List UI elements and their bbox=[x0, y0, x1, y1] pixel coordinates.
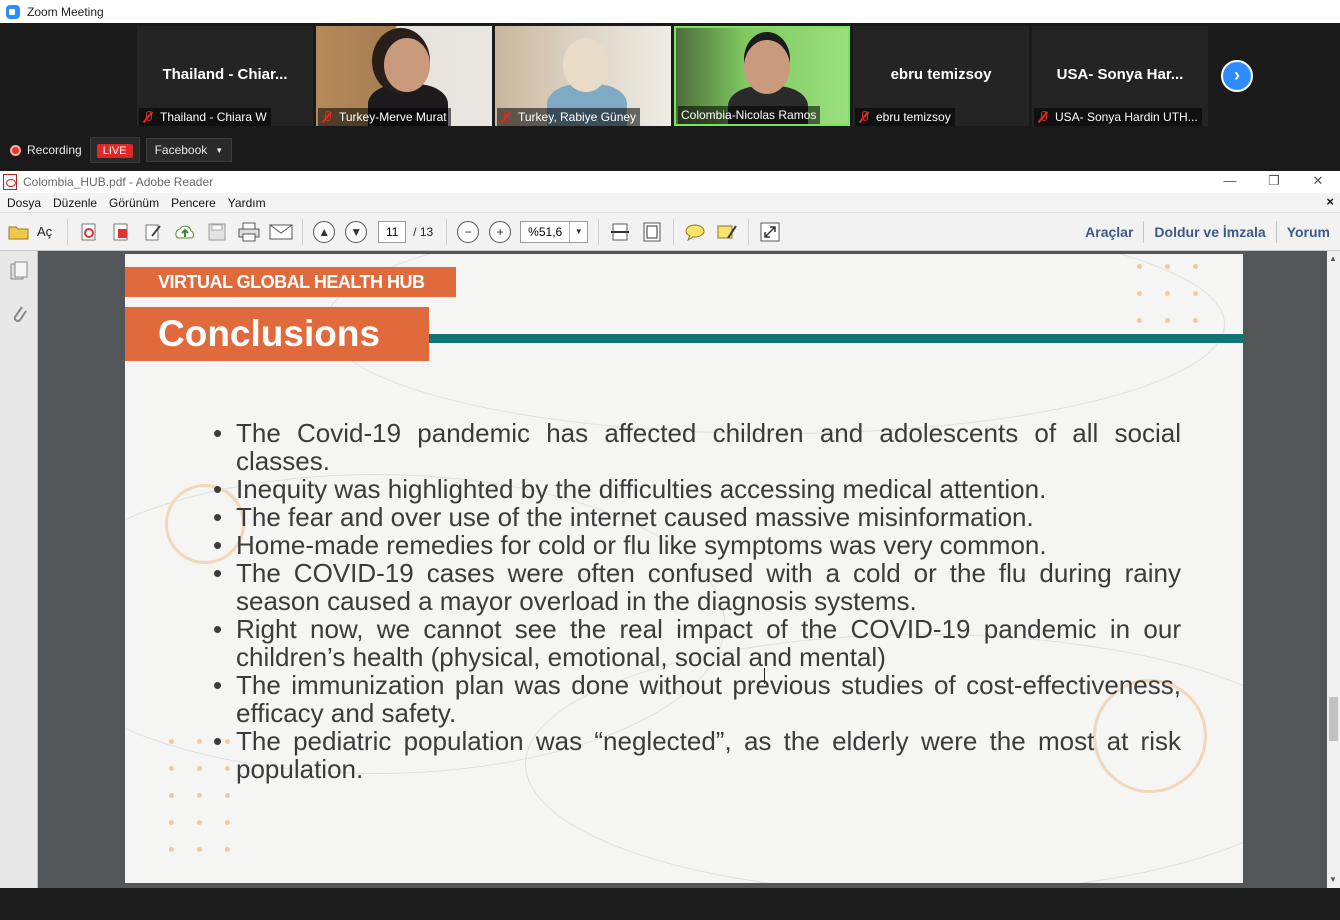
chevron-right-icon: › bbox=[1234, 65, 1240, 85]
bullet-item: • Inequity was highlighted by the difficulties accessing medical attention. bbox=[213, 475, 1181, 503]
participant-tile[interactable] bbox=[495, 26, 671, 126]
right-tool-tabs bbox=[1075, 213, 1340, 251]
restore-button[interactable]: ❐ bbox=[1268, 173, 1280, 188]
vertical-scrollbar[interactable] bbox=[1327, 251, 1340, 888]
menu-window[interactable]: Pencere bbox=[171, 195, 216, 210]
toolbar-separator bbox=[598, 219, 599, 245]
scroll-down-icon[interactable]: ▼ bbox=[1329, 875, 1337, 884]
participant-name: USA- Sonya Hardin UTH... bbox=[1055, 110, 1198, 124]
bullet-item: • The immunization plan was done without previous studies of cost-effectiveness, efficacy and safety. bbox=[213, 671, 1181, 727]
fit-width-icon[interactable] bbox=[607, 219, 633, 245]
next-page-button[interactable] bbox=[1221, 60, 1253, 92]
participant-name: Turkey, Rabiye Güney bbox=[518, 110, 637, 124]
open-label[interactable]: Aç bbox=[37, 224, 53, 239]
mic-muted-icon bbox=[1037, 111, 1049, 123]
tools-tab[interactable]: Araçlar bbox=[1085, 224, 1134, 240]
scroll-thumb[interactable] bbox=[1329, 697, 1338, 741]
menu-view[interactable]: Görünüm bbox=[109, 195, 160, 210]
mic-muted-icon bbox=[500, 111, 512, 123]
bottom-bar bbox=[0, 888, 1340, 920]
prev-page-button[interactable] bbox=[313, 221, 335, 243]
minus-icon: − bbox=[464, 224, 472, 239]
reader-window-title: Colombia_HUB.pdf - Adobe Reader bbox=[23, 175, 214, 189]
zoom-window-title: Zoom Meeting bbox=[27, 4, 104, 19]
participant-name: Turkey-Merve Murat bbox=[339, 110, 447, 124]
highlight-icon[interactable] bbox=[714, 219, 740, 245]
bullet-item: • The pediatric population was “neglected”, as the elderly were the most at risk population. bbox=[213, 727, 1181, 783]
conclusion-bullets bbox=[213, 419, 1181, 783]
participant-label bbox=[497, 108, 640, 126]
bullet-item: • Home-made remedies for cold or flu like symptoms was very common. bbox=[213, 531, 1181, 559]
menu-bar bbox=[0, 193, 1340, 213]
participant-tile[interactable] bbox=[137, 26, 313, 126]
text-cursor-icon bbox=[764, 668, 766, 684]
participant-tile[interactable] bbox=[674, 26, 850, 126]
livestream-dropdown[interactable] bbox=[146, 138, 233, 162]
mic-muted-icon bbox=[858, 111, 870, 123]
minimize-button[interactable]: — bbox=[1223, 173, 1237, 188]
participant-name-display: USA- Sonya Har... bbox=[1056, 66, 1184, 83]
comment-tab[interactable]: Yorum bbox=[1286, 224, 1330, 240]
bullet-item: • The fear and over use of the internet caused massive misinformation. bbox=[213, 503, 1181, 531]
bullet-item: • The Covid-19 pandemic has affected children and adolescents of all social classes. bbox=[213, 419, 1181, 475]
toolbar-separator bbox=[302, 219, 303, 245]
bullet-item: • Right now, we cannot see the real impact of the COVID-19 pandemic in our children’s health (physical, emotional, social and mental) bbox=[213, 615, 1181, 671]
upload-cloud-icon[interactable] bbox=[172, 219, 198, 245]
participant-tile[interactable] bbox=[1032, 26, 1208, 126]
menu-help[interactable]: Yardım bbox=[227, 195, 266, 210]
participant-face bbox=[744, 40, 790, 94]
participant-face bbox=[384, 38, 430, 92]
reader-titlebar bbox=[0, 171, 1340, 193]
chevron-down-icon[interactable]: ▼ bbox=[569, 222, 587, 242]
combine-pdf-icon[interactable] bbox=[108, 219, 134, 245]
participant-label bbox=[139, 108, 271, 126]
zoom-level-select[interactable] bbox=[520, 221, 588, 243]
participant-label bbox=[318, 108, 451, 126]
recording-label: Recording bbox=[27, 143, 82, 157]
participant-name: Thailand - Chiara W bbox=[160, 110, 267, 124]
menu-edit[interactable]: Düzenle bbox=[53, 195, 98, 210]
arrow-up-icon: ▲ bbox=[318, 224, 331, 239]
reader-toolbar bbox=[0, 213, 1340, 251]
recording-status bbox=[10, 138, 232, 162]
fill-sign-tab[interactable]: Doldur ve İmzala bbox=[1154, 224, 1266, 240]
zoom-in-button[interactable] bbox=[489, 221, 511, 243]
close-button[interactable]: ✕ bbox=[1312, 173, 1324, 188]
teal-divider bbox=[425, 334, 1243, 343]
open-folder-icon[interactable] bbox=[6, 219, 32, 245]
live-label: LIVE bbox=[97, 144, 133, 158]
toolbar-separator bbox=[446, 219, 447, 245]
navigation-pane bbox=[0, 251, 38, 888]
participant-label bbox=[678, 106, 820, 124]
participant-name: ebru temizsoy bbox=[876, 110, 951, 124]
attachments-icon[interactable] bbox=[10, 303, 28, 323]
slide-heading: Conclusions bbox=[125, 307, 429, 361]
participant-tile[interactable] bbox=[316, 26, 492, 126]
hub-banner: VIRTUAL GLOBAL HEALTH HUB bbox=[125, 267, 456, 297]
toolbar-separator bbox=[673, 219, 674, 245]
zoom-level-value: %51,6 bbox=[528, 224, 563, 239]
pdf-page bbox=[125, 254, 1243, 883]
participant-label bbox=[855, 108, 955, 126]
live-badge[interactable] bbox=[90, 137, 140, 163]
toolbar-separator bbox=[748, 219, 749, 245]
close-document-icon[interactable]: × bbox=[1326, 194, 1334, 209]
livestream-label: Facebook bbox=[154, 143, 208, 157]
scroll-up-icon[interactable]: ▲ bbox=[1329, 254, 1337, 263]
participant-face bbox=[563, 38, 609, 92]
zoom-titlebar bbox=[0, 0, 1340, 23]
fit-page-icon[interactable] bbox=[639, 219, 665, 245]
page-thumbnails-icon[interactable] bbox=[10, 261, 28, 281]
arrow-down-icon: ▼ bbox=[350, 224, 363, 239]
mic-muted-icon bbox=[321, 111, 333, 123]
page-number-input[interactable]: 11 bbox=[378, 221, 406, 243]
create-pdf-icon[interactable] bbox=[76, 219, 102, 245]
participant-strip bbox=[0, 23, 1340, 171]
zoom-logo-icon bbox=[6, 5, 20, 19]
participant-name: Colombia-Nicolas Ramos bbox=[681, 108, 817, 122]
plus-icon: + bbox=[496, 224, 504, 239]
pdf-file-icon bbox=[3, 174, 17, 190]
page-total: / 13 bbox=[413, 224, 434, 239]
next-page-down-button[interactable] bbox=[345, 221, 367, 243]
window-controls bbox=[1208, 171, 1340, 193]
email-icon[interactable] bbox=[268, 219, 294, 245]
edit-pdf-icon[interactable] bbox=[140, 219, 166, 245]
caret-down-icon: ▼ bbox=[215, 145, 224, 155]
zoom-out-button[interactable] bbox=[457, 221, 479, 243]
bullet-item: • The COVID-19 cases were often confused with a cold or the flu during rainy season caused a mayor overload in the diagnosis systems. bbox=[213, 559, 1181, 615]
menu-file[interactable]: Dosya bbox=[7, 195, 42, 210]
save-icon[interactable] bbox=[204, 219, 230, 245]
comment-icon[interactable] bbox=[682, 219, 708, 245]
print-icon[interactable] bbox=[236, 219, 262, 245]
fullscreen-icon[interactable] bbox=[757, 219, 783, 245]
mic-muted-icon bbox=[142, 111, 154, 123]
participant-label bbox=[1034, 108, 1202, 126]
participant-tile[interactable] bbox=[853, 26, 1029, 126]
recording-dot-icon bbox=[10, 145, 21, 156]
participant-name-display: ebru temizsoy bbox=[890, 66, 992, 83]
participant-name-display: Thailand - Chiar... bbox=[162, 66, 288, 83]
toolbar-separator bbox=[67, 219, 68, 245]
background-wave-pattern bbox=[325, 254, 1225, 434]
